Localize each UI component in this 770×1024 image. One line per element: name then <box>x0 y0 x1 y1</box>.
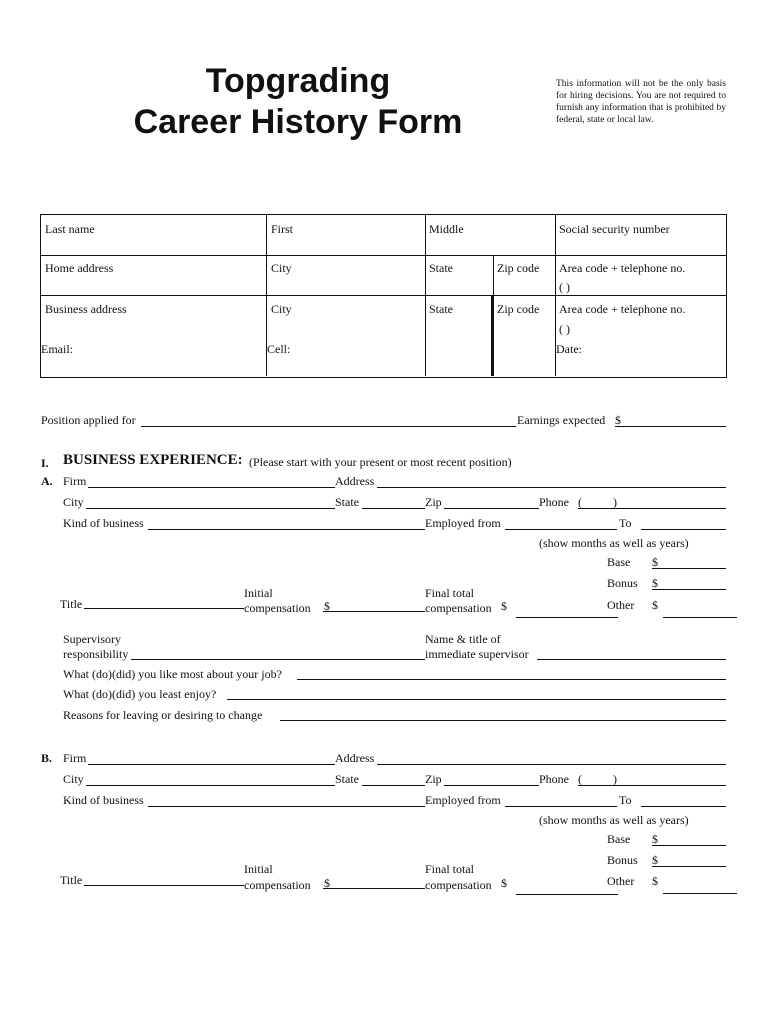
last-name-field[interactable]: Last name <box>45 222 95 236</box>
supervisory-input-line[interactable] <box>131 659 425 660</box>
section-note: (Please start with your present or most recent position) <box>249 455 512 469</box>
earnings-label: Earnings expected <box>517 413 606 427</box>
kind-of-business-input-line[interactable] <box>148 806 425 807</box>
home-state-field[interactable]: State <box>429 261 453 275</box>
business-zip-field[interactable]: Zip code <box>497 302 540 316</box>
supervisor-input-line[interactable] <box>537 659 726 660</box>
phone-input-line[interactable] <box>578 508 726 509</box>
home-city-field[interactable]: City <box>271 261 292 275</box>
state-input-line[interactable] <box>362 785 425 786</box>
employed-from-input-line[interactable] <box>505 806 617 807</box>
business-phone-area: ( ) <box>559 322 570 336</box>
section-heading: BUSINESS EXPERIENCE: <box>63 452 243 468</box>
like-most-input-line[interactable] <box>297 679 726 680</box>
reasons-input-line[interactable] <box>280 720 726 721</box>
ssn-field[interactable]: Social security number <box>559 222 670 236</box>
legal-notice: This information will not be the only basis for hiring decisions. You are not required to furnish any information that is prohibited by federal, state or local law. <box>556 79 726 125</box>
firm-input-line[interactable] <box>88 487 335 488</box>
zip-input-line[interactable] <box>444 785 539 786</box>
phone-input-line[interactable] <box>578 785 726 786</box>
kind-of-business-input-line[interactable] <box>148 529 425 530</box>
base-input-line[interactable] <box>652 845 726 846</box>
entry-letter: A. <box>41 474 53 488</box>
business-address-field[interactable]: Business address <box>45 302 127 316</box>
final-compensation-input-line[interactable] <box>516 617 618 618</box>
business-phone-field[interactable]: Area code + telephone no. <box>559 302 686 316</box>
state-input-line[interactable] <box>362 508 425 509</box>
home-phone-field[interactable]: Area code + telephone no. <box>559 261 686 275</box>
home-phone-area: ( ) <box>559 280 570 294</box>
city-input-line[interactable] <box>86 508 335 509</box>
personal-info-table <box>40 214 727 378</box>
page-title: Topgrading Career History Form <box>133 62 463 141</box>
date-field[interactable]: Date: <box>556 342 582 356</box>
initial-compensation-input-line[interactable] <box>323 611 425 612</box>
title-input-line[interactable] <box>84 608 244 609</box>
first-name-field[interactable]: First <box>271 222 294 236</box>
position-label: Position applied for <box>41 413 136 427</box>
bonus-input-line[interactable] <box>652 589 726 590</box>
cell-field[interactable]: Cell: <box>267 342 291 356</box>
other-input-line[interactable] <box>663 617 737 618</box>
bonus-input-line[interactable] <box>652 866 726 867</box>
employed-to-input-line[interactable] <box>641 806 726 807</box>
section-number: I. <box>41 456 49 470</box>
entry-letter: B. <box>41 751 53 765</box>
business-state-field[interactable]: State <box>429 302 453 316</box>
position-input-line[interactable] <box>141 426 516 427</box>
base-input-line[interactable] <box>652 568 726 569</box>
email-field[interactable]: Email: <box>41 342 73 356</box>
firm-input-line[interactable] <box>88 764 335 765</box>
title-input-line[interactable] <box>84 885 244 886</box>
address-input-line[interactable] <box>377 487 726 488</box>
zip-input-line[interactable] <box>444 508 539 509</box>
other-input-line[interactable] <box>663 893 737 894</box>
earnings-input-line[interactable] <box>615 426 726 427</box>
employed-from-input-line[interactable] <box>505 529 617 530</box>
address-input-line[interactable] <box>377 764 726 765</box>
business-city-field[interactable]: City <box>271 302 292 316</box>
least-enjoy-input-line[interactable] <box>227 699 726 700</box>
home-address-field[interactable]: Home address <box>45 261 114 275</box>
initial-compensation-input-line[interactable] <box>323 888 425 889</box>
home-zip-field[interactable]: Zip code <box>497 261 540 275</box>
final-compensation-input-line[interactable] <box>516 894 618 895</box>
employed-to-input-line[interactable] <box>641 529 726 530</box>
city-input-line[interactable] <box>86 785 335 786</box>
middle-name-field[interactable]: Middle <box>429 222 464 236</box>
